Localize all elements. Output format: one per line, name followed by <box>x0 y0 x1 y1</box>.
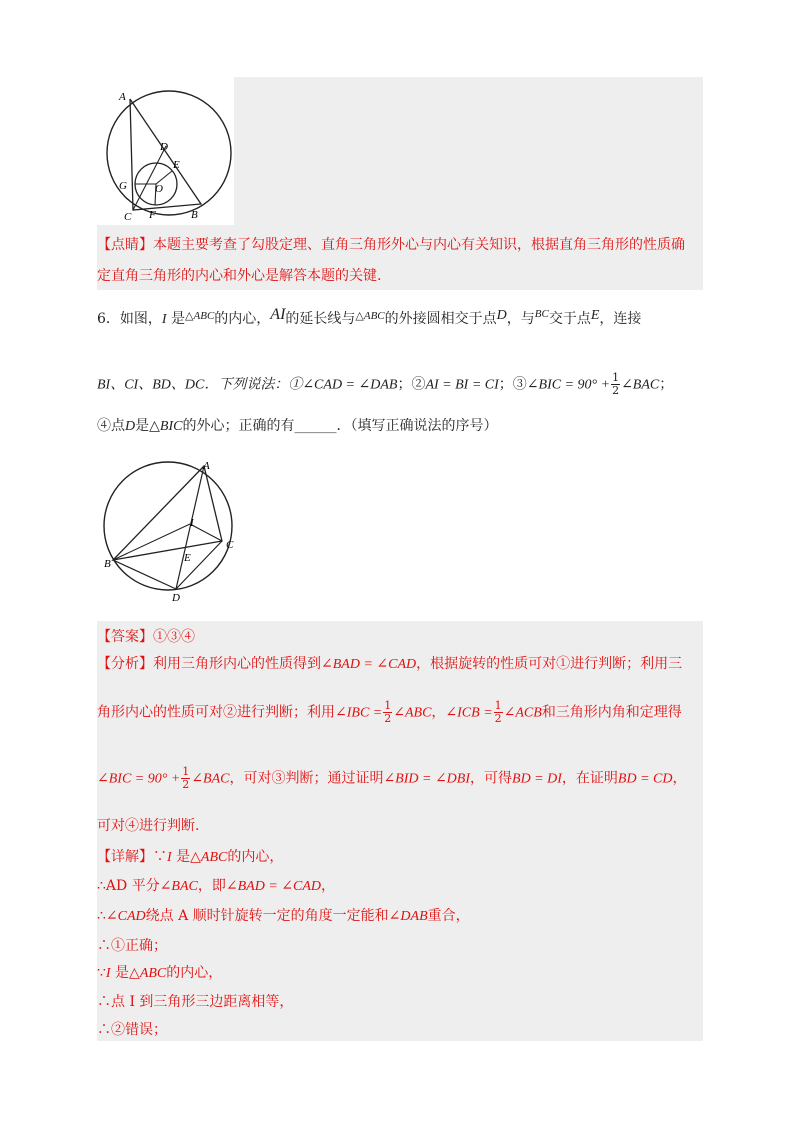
figure-1-triangle <box>130 99 201 210</box>
fig1-label-D: D <box>160 141 168 153</box>
note-line-1 <box>97 234 685 254</box>
analysis-line-1: 【分析】利用三角形内心的性质得到∠BAD = ∠CAD，根据旋转的性质可对①进行判断；利用三 <box>97 656 683 672</box>
fig1-label-F: F <box>149 209 156 221</box>
fig1-label-C: C <box>124 211 132 223</box>
note-text-1: 本题主要考查了勾股定理、直角三角形外心与内心有关知识，根据直角三角形的性质确 <box>153 237 685 253</box>
fig2-label-E: E <box>184 552 191 564</box>
detail-line-1: 【详解】∵I 是△ABC的内心， <box>97 849 284 865</box>
fig2-label-D: D <box>172 592 180 604</box>
detail-line-2: ∴AD 平分∠BAC，即∠BAD = ∠CAD， <box>97 878 335 894</box>
question-line-1: 6．如图，I 是$^{\triangle ABC}$的内心，AI的延长线与$^{\triangle ABC}$的外接圆相交于点D，与$^{BC}$交于点E，连接 <box>97 306 642 327</box>
question-line-2: BI、CI、BD、DC．下列说法：①∠CAD = ∠DAB；②AI = BI = CI；③∠BIC = 90° + $\frac{1}{2}$ ∠BAC； <box>97 371 674 397</box>
fig1-label-A: A <box>119 91 126 103</box>
fig2-label-I: I <box>190 517 194 529</box>
fig1-label-O: O <box>155 183 163 195</box>
answer-line: 【答案】①③④ <box>97 629 195 645</box>
note-tag: 【点睛】 <box>97 237 153 253</box>
fig1-label-B: B <box>191 209 198 221</box>
fig2-label-A: A <box>203 460 210 472</box>
analysis-line-2: 角形内心的性质可对②进行判断；利用∠IBC = $\frac{1}{2}$ ∠ABC，∠ICB = $\frac{1}{2}$ ∠ACB和三角形内角和定理得 <box>97 699 682 725</box>
fig1-label-E: E <box>173 159 180 171</box>
figure-2-triangle <box>113 466 222 560</box>
detail-line-3: ∴∠CAD绕点 A 顺时针旋转一定的角度一定能和∠DAB重合， <box>97 908 470 924</box>
note-text-2: 定直角三角形的内心和外心是解答本题的关键. <box>97 268 382 284</box>
detail-line-6: ∴点 I 到三角形三边距离相等， <box>97 994 294 1010</box>
detail-line-4: ∴①正确； <box>97 938 167 954</box>
fig2-label-B: B <box>104 558 111 570</box>
figure-2 <box>100 456 250 606</box>
figure-1-circumcircle <box>107 91 231 215</box>
question-line-3: ④点D是△BIC的外心；正确的有______．（填写正确说法的序号） <box>97 418 498 434</box>
note-line-2 <box>97 265 381 285</box>
detail-line-5: ∵I 是△ABC的内心， <box>97 965 223 981</box>
figure-1 <box>97 77 234 225</box>
analysis-line-4: 可对④进行判断. <box>97 818 200 834</box>
fig1-label-G: G <box>119 180 127 192</box>
fig2-label-C: C <box>226 539 234 551</box>
figure-2-circumcircle <box>104 462 232 590</box>
detail-line-7: ∴②错误； <box>97 1022 167 1038</box>
analysis-line-3: ∠BIC = 90° + $\frac{1}{2}$ ∠BAC，可对③判断；通过证明∠BID = ∠DBI，可得BD = DI，在证明BD = CD， <box>97 765 687 791</box>
